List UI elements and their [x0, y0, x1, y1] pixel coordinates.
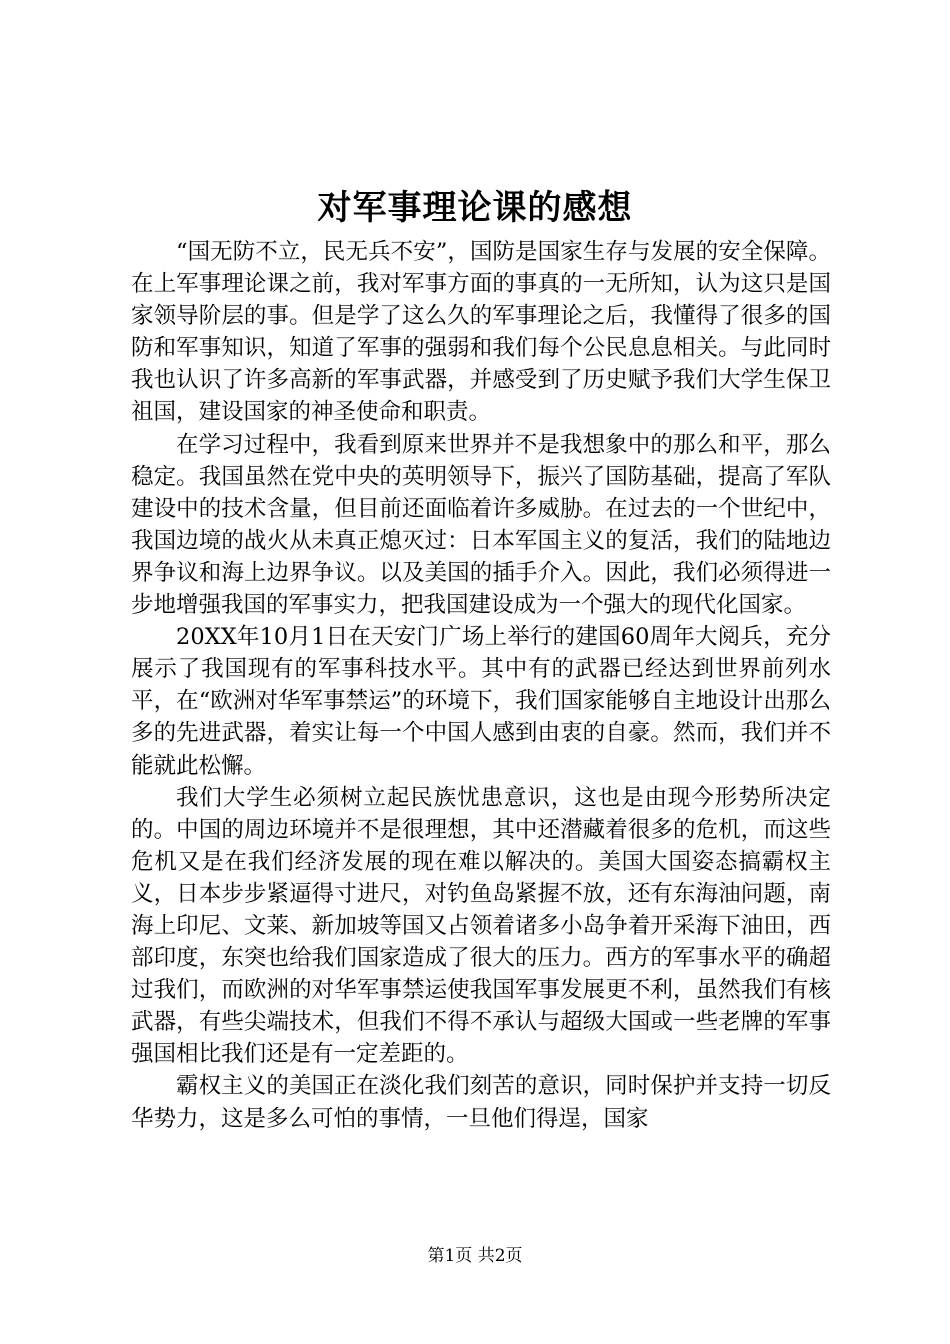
paragraph: 在学习过程中，我看到原来世界并不是我想象中的那么和平，那么稳定。我国虽然在党中央的英明领导下，振兴了国防基础，提高了军队建设中的技术含量，但目前还面临着许多威胁。在过去的一个世纪中，我国边境的战火从未真正熄灭过：日本军国主义的复活，我们的陆地边界争议和海上边界争议。以及美国的插手介入。因此，我们必须得进一步地增强我国的军事实力，把我国建设成为一个强大的现代化国家。 [131, 431, 831, 619]
paragraph: “国无防不立，民无兵不安”，国防是国家生存与发展的安全保障。在上军事理论课之前，我对军事方面的事真的一无所知，认为这只是国家领导阶层的事。但是学了这么久的军事理论之后，我懂得了很多的国防和军事知识，知道了军事的强弱和我们每个公民息息相关。与此同时我也认识了许多高新的军事武器，并感受到了历史赋予我们大学生保卫祖国，建设国家的神圣使命和职责。 [131, 239, 831, 426]
paragraph: 20XX年10月1日在天安门广场上举行的建国60周年大阅兵，充分展示了我国现有的军事科技水平。其中有的武器已经达到世界前列水平，在“欧洲对华军事禁运”的环境下，我们国家能够自主地设计出那么多的先进武器，着实让每一个中国人感到由衷的自豪。然而，我们并不能就此松懈。 [131, 624, 831, 779]
paragraph: 霸权主义的美国正在淡化我们刻苦的意识，同时保护并支持一切反华势力，这是多么可怕的事情，一旦他们得逞，国家 [131, 1073, 831, 1132]
page-title: 对军事理论课的感想 [317, 188, 633, 228]
page-footer: 第1页 共2页 [427, 1246, 523, 1266]
document-body [131, 236, 831, 1135]
paragraph: 我们大学生必须树立起民族忧患意识，这也是由现今形势所决定的。中国的周边环境并不是很理想，其中还潜藏着很多的危机，而这些危机又是在我们经济发展的现在难以解决的。美国大国姿态搞霸权主义，日本步步紧逼得寸进尺，对钓鱼岛紧握不放，还有东海油问题，南海上印尼、文莱、新加坡等国又占领着诸多小岛争着开采海下油田，西部印度，东突也给我们国家造成了很大的压力。西方的军事水平的确超过我们，而欧洲的对华军事禁运使我国军事发展更不利，虽然我们有核武器，有些尖端技术，但我们不得不承认与超级大国或一些老牌的军事强国相比我们还是有一定差距的。 [131, 784, 831, 1068]
